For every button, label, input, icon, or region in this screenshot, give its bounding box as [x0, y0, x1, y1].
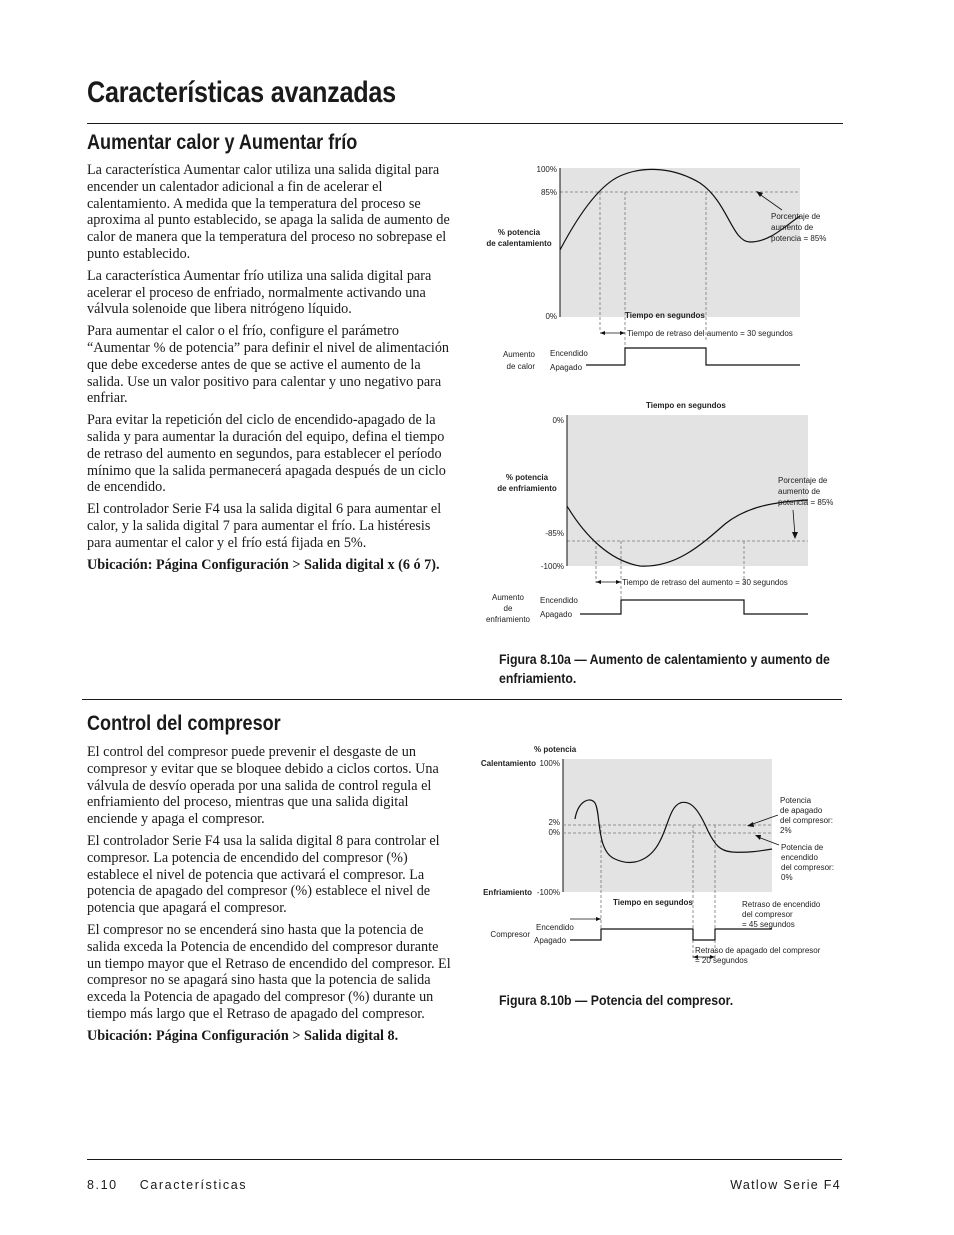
y-tick-label: 0%	[548, 828, 560, 837]
output-signal	[586, 348, 800, 365]
arrow-head	[620, 331, 625, 335]
compressor-body-text	[87, 744, 453, 1050]
location-note: Ubicación: Página Configuración > Salida digital x (6 ó 7).	[87, 556, 440, 573]
heating-label: Calentamiento	[480, 759, 536, 768]
annotation: = 20 segundos	[695, 956, 748, 965]
y-axis-title: % potencia	[534, 745, 577, 754]
annotation: 2%	[780, 826, 792, 835]
compressor-label: Compresor	[490, 930, 530, 939]
annotation: aumento de	[778, 487, 821, 496]
arrow-head	[596, 917, 601, 921]
footer-rule	[87, 1159, 842, 1160]
paragraph: La característica Aumentar frío utiliza una salida digital para acelerar el proceso de enfriado, normalmente activando una válvula solenoide que libera nitrógeno líquido.	[87, 267, 432, 318]
paragraph: Para evitar la repetición del ciclo de encendido-apagado de la salida y para aumentar la duración del equipo, defina el tiempo de retraso del aumento en segundos, para establecer el período mínimo que la salida permanecerá apagada después de un ciclo de encendido.	[87, 412, 446, 496]
off-state-label: Apagado	[534, 936, 567, 945]
page-number: 8.10	[87, 1178, 118, 1192]
annotation: Retraso de apagado del compresor	[695, 946, 821, 955]
boost-body-text	[87, 162, 453, 578]
annotation: del compresor:	[780, 816, 833, 825]
on-state-label: Encendido	[550, 349, 588, 358]
annotation: potencia = 85%	[778, 498, 834, 507]
cooling-label: Enfriamiento	[483, 888, 532, 897]
y-tick-label: -100%	[540, 562, 564, 571]
section-heading-boost: Aumentar calor y Aumentar frío	[87, 131, 358, 154]
output-label: enfriamiento	[485, 615, 531, 624]
on-state-label: Encendido	[536, 923, 574, 932]
y-axis-title: de enfriamiento	[497, 484, 557, 493]
y-tick-label: 2%	[548, 818, 560, 827]
annotation: Retraso de encendido	[742, 900, 821, 909]
y-axis-title: de calentamiento	[486, 239, 552, 248]
arrow-head	[616, 580, 621, 584]
location-note: Ubicación: Página Configuración > Salida digital 8.	[87, 1027, 399, 1044]
product-name: Watlow Serie F4	[730, 1178, 841, 1192]
annotation: de apagado	[780, 806, 823, 815]
paragraph: El controlador Serie F4 usa la salida digital 8 para controlar el compresor. La potencia de encendido del compresor (%) establece el nivel de potencia que activará el compresor. La potencia de apagado del compresor (%) establece el nivel de potencia que apagará el compresor.	[87, 832, 440, 917]
y-axis-title: % potencia	[505, 473, 549, 482]
annotation: = 45 segundos	[742, 920, 795, 929]
arrow-head	[600, 331, 605, 335]
y-tick-label: 0%	[545, 312, 557, 321]
chapter-name: Características	[139, 1178, 248, 1192]
y-tick-label: 0%	[552, 416, 564, 425]
plot-area	[567, 415, 808, 566]
delay-label: Tiempo de retraso del aumento = 30 segundos	[622, 578, 788, 587]
y-tick-label: 100%	[536, 165, 557, 174]
output-signal	[570, 929, 772, 940]
annotation: aumento de	[771, 223, 814, 232]
y-tick-label: -85%	[545, 529, 564, 538]
paragraph: La característica Aumentar calor utiliza una salida digital para encender un calentador adicional a fin de acelerar el calentamiento. A medida que la temperatura del proceso se aproxima al punto establecido, se apaga la salida de aumento de calor de manera que la temperatura del proceso no sobrepase el punto establecido.	[87, 162, 450, 262]
off-state-label: Apagado	[540, 610, 573, 619]
figure-cool-boost	[470, 396, 870, 631]
footer-left	[87, 1178, 247, 1192]
paragraph: El control del compresor puede prevenir el desgaste de un compresor y evitar que se bloquee debido a ciclos cortos. Una válvula de desvío operada por una salida de control regula el enfriamiento del proceso, mientras que una salida digital enciende y apaga el compresor.	[87, 744, 439, 828]
annotation: potencia = 85%	[771, 234, 827, 243]
section-rule	[82, 699, 842, 700]
annotation: Porcentaje de	[778, 476, 828, 485]
annotation: del compresor	[742, 910, 793, 919]
plot-area	[560, 168, 800, 317]
plot-area	[563, 759, 772, 892]
annotation: encendido	[781, 853, 818, 862]
section-heading-compressor: Control del compresor	[87, 712, 281, 735]
title-rule	[87, 123, 843, 124]
figure-caption-a: Figura 8.10a — Aumento de calentamiento y aumento de enfriamiento.	[499, 652, 830, 686]
paragraph: El compresor no se encenderá sino hasta que la potencia de salida exceda la Potencia de encendido del compresor durante un tiempo mayor que el Retraso de encendido del compresor. El compresor no se apagará sino hasta que la potencia de salida exceda la Potencia de apagado del compresor (%) durante un tiempo más largo que el Retraso de apagado del compresor.	[87, 921, 451, 1022]
x-axis-title: Tiempo en segundos	[646, 401, 726, 410]
annotation: Potencia	[780, 796, 812, 805]
figure-caption-b: Figura 8.10b — Potencia del compresor.	[499, 993, 734, 1008]
delay-label: Tiempo de retraso del aumento = 30 segundos	[627, 329, 793, 338]
y-tick-label: -100%	[536, 888, 560, 897]
x-axis-title: Tiempo en segundos	[613, 898, 693, 907]
annotation: 0%	[781, 873, 793, 882]
off-state-label: Apagado	[550, 363, 583, 372]
output-label: Aumento	[502, 350, 535, 359]
paragraph: El controlador Serie F4 usa la salida digital 6 para aumentar el calor, y la salida digital 7 para aumentar el frío. La histéresis para aumentar el calor y el frío está fijada en 5%.	[87, 501, 442, 551]
x-axis-title: Tiempo en segundos	[625, 311, 705, 320]
figure-compressor-power	[470, 741, 870, 971]
output-label: de	[503, 604, 513, 613]
on-state-label: Encendido	[540, 596, 578, 605]
annotation: del compresor:	[781, 863, 834, 872]
y-tick-label: 85%	[540, 188, 557, 197]
output-label: de calor	[506, 362, 535, 371]
figure-heat-boost	[470, 160, 870, 380]
y-tick-label: 100%	[539, 759, 560, 768]
output-signal	[580, 600, 808, 614]
output-label: Aumento	[491, 593, 525, 602]
annotation: Potencia de	[781, 843, 824, 852]
paragraph: Para aumentar el calor o el frío, configure el parámetro “Aumentar % de potencia” para definir el nivel de alimentación que debe excederse antes de que se active el aumento de la salida. Use un valor positivo para calentar y uno negativo para enfriar.	[87, 323, 450, 407]
page-title: Características avanzadas	[87, 76, 396, 109]
y-axis-title: % potencia	[497, 228, 541, 237]
arrow-head	[596, 580, 601, 584]
annotation: Porcentaje de	[771, 212, 821, 221]
